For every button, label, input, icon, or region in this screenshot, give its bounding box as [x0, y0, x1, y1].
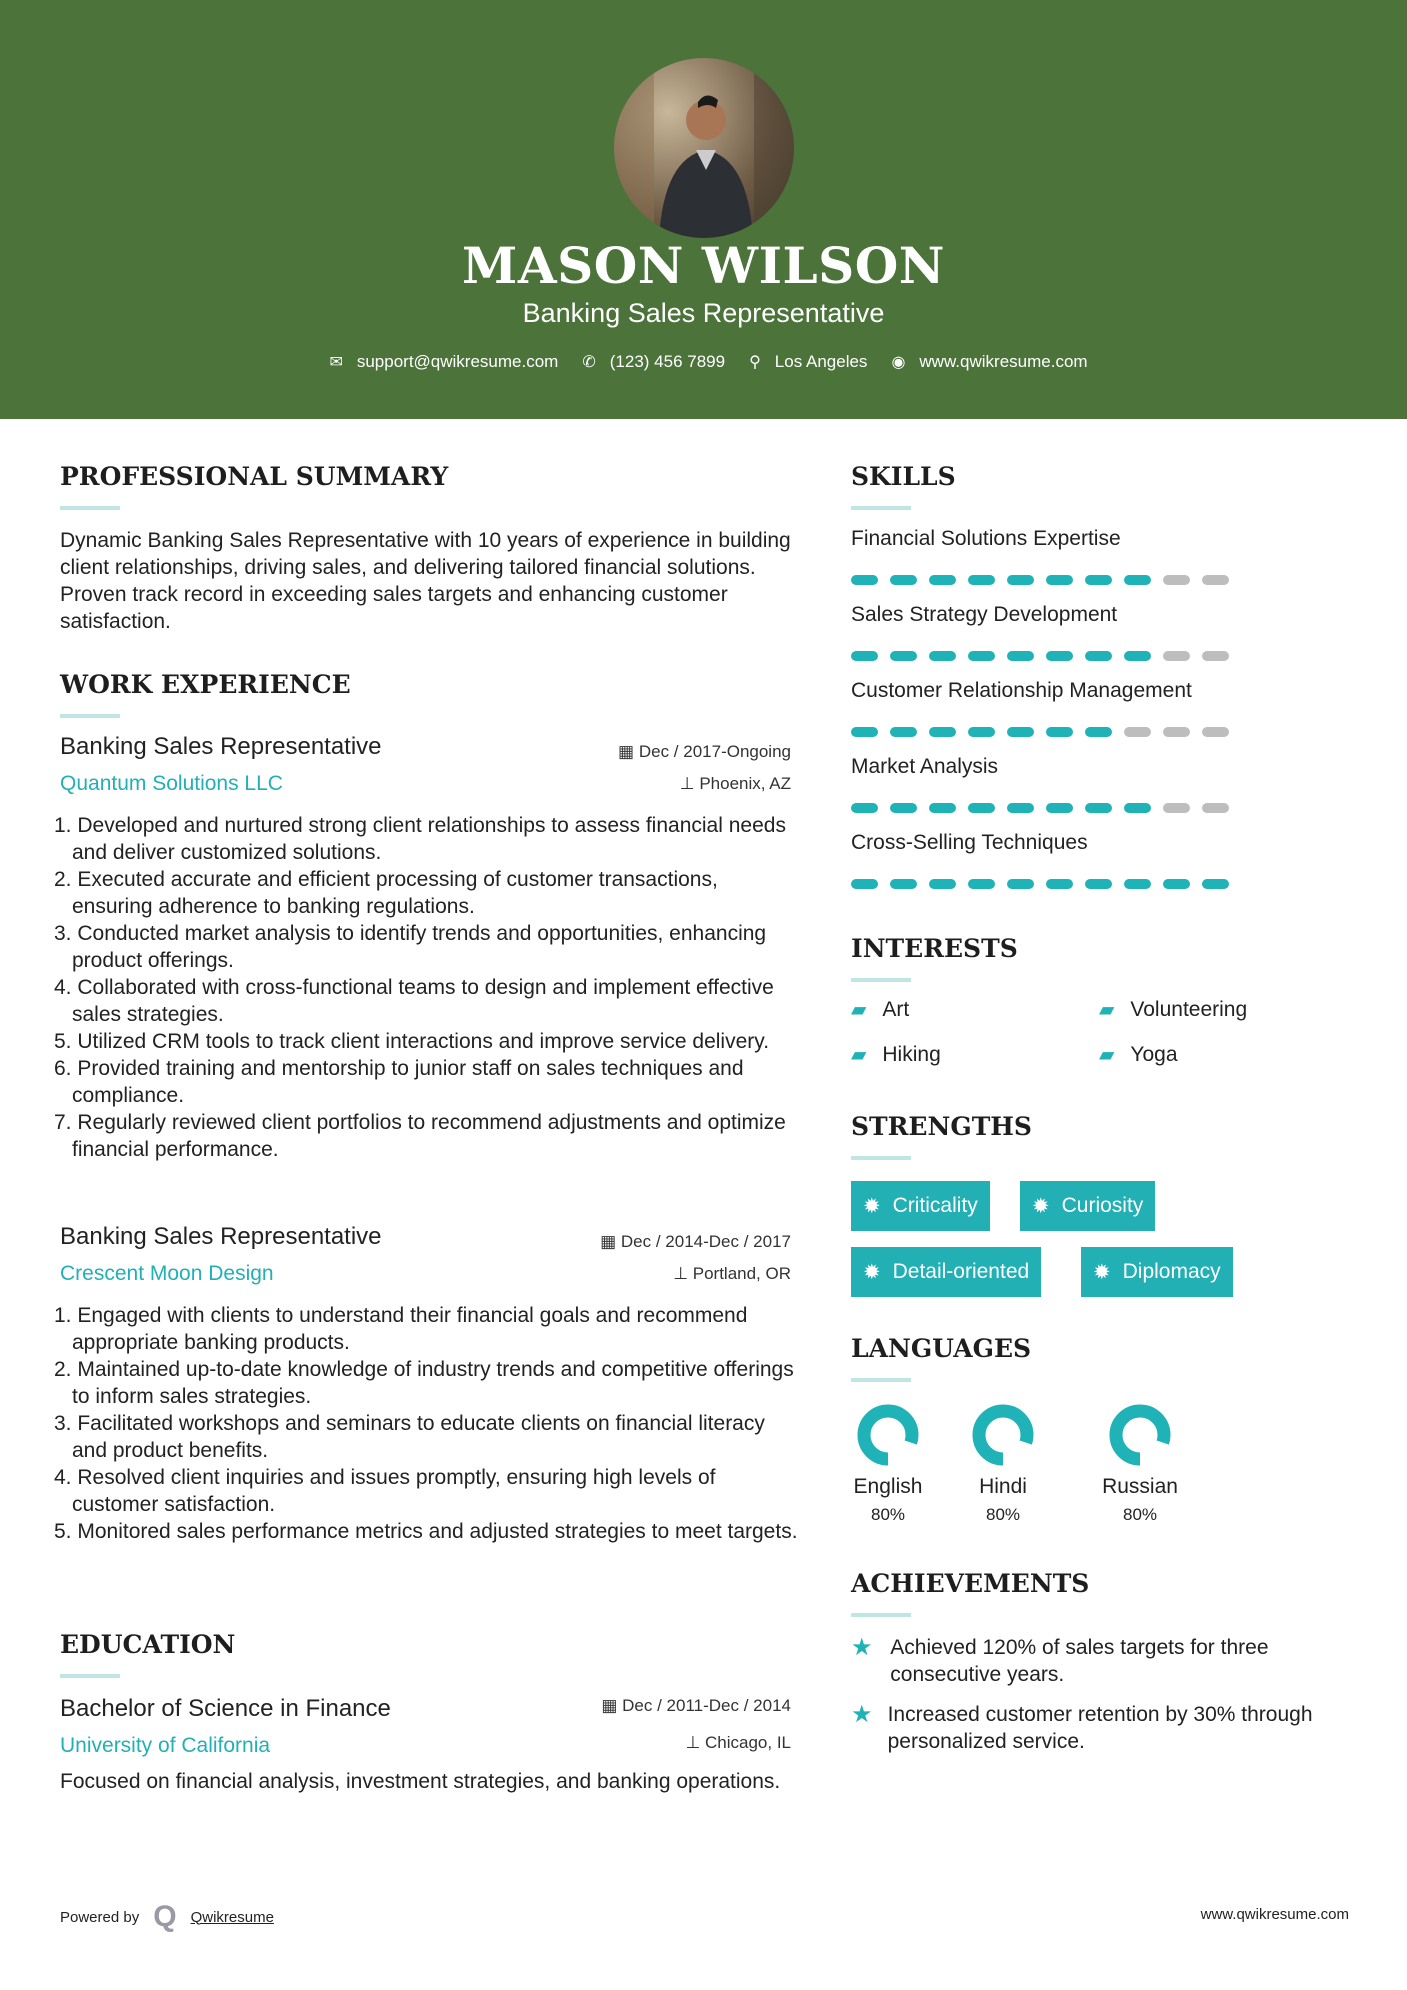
skill-level-segment [851, 651, 878, 661]
achievement-item [851, 1634, 1331, 1688]
skill-level-segment [968, 651, 995, 661]
calendar-icon: ▦ [618, 742, 639, 761]
pushpin-icon: ⊥ [685, 1733, 705, 1752]
list-item: 6. Provided training and mentorship to junior staff on sales techniques and compliance. [54, 1057, 744, 1107]
skill-level-segment [1046, 879, 1073, 889]
star-icon: ★ [851, 1701, 873, 1728]
badge-icon: ✹ [863, 1260, 881, 1284]
skill-level-segment [1046, 803, 1073, 813]
envelope-icon: ✉ [329, 354, 343, 371]
strength-label: Diplomacy [1122, 1260, 1221, 1283]
skill-level-segment [1124, 575, 1151, 585]
skill-level-segment [1085, 651, 1112, 661]
language-percent: 80% [870, 1505, 906, 1524]
email[interactable]: support@qwikresume.com [356, 352, 559, 371]
strengths-heading: STRENGTHS [851, 1112, 1032, 1141]
skill-level-segment [1046, 575, 1073, 585]
contact-bar [0, 352, 1407, 372]
book-icon: ▰ [851, 1044, 867, 1066]
skill-name: Customer Relationship Management [851, 679, 1192, 702]
skill-name: Sales Strategy Development [851, 603, 1118, 626]
job-date-text: Dec / 2017-Ongoing [638, 742, 791, 761]
skill-level-bar [851, 575, 1229, 585]
achievements-heading: ACHIEVEMENTS [851, 1569, 1090, 1598]
skill-level-segment [1085, 803, 1112, 813]
skill-level-bar [851, 727, 1229, 737]
skill-level-segment [1163, 575, 1190, 585]
strength-chip [1081, 1247, 1233, 1297]
list-item: 3. Conducted market analysis to identify trends and opportunities, enhancing product offerings. [54, 922, 767, 972]
skill-level-segment [968, 575, 995, 585]
skill-level-bar [851, 651, 1229, 661]
job-date [618, 742, 791, 762]
interest-label: Hiking [882, 1042, 941, 1066]
qwikresume-logo-icon: Q [153, 1900, 177, 1933]
language-donut [853, 1400, 923, 1470]
strength-label: Detail-oriented [892, 1260, 1030, 1283]
skill-level-segment [1202, 803, 1229, 813]
candidate-title: Banking Sales Representative [522, 298, 885, 328]
education-description: Focused on financial analysis, investment strategies, and banking operations. [60, 1770, 781, 1793]
skill-name: Market Analysis [851, 755, 999, 778]
interest-label: Art [882, 997, 910, 1021]
skill-level-segment [1007, 727, 1034, 737]
language-name: Hindi [979, 1475, 1027, 1498]
interest-item [851, 997, 909, 1022]
skill-level-segment [929, 651, 956, 661]
language-item [1080, 1400, 1200, 1525]
summary-heading: PROFESSIONAL SUMMARY [60, 462, 449, 491]
skill-level-segment [1085, 727, 1112, 737]
education-location-text: Chicago, IL [705, 1733, 791, 1752]
skill-level-segment [890, 727, 917, 737]
languages-heading: LANGUAGES [851, 1334, 1032, 1363]
calendar-icon: ▦ [600, 1232, 621, 1251]
list-item: 2. Maintained up-to-date knowledge of industry trends and competitive offerings to inform sales strategies. [54, 1358, 794, 1408]
language-donut [968, 1400, 1038, 1470]
candidate-name: MASON WILSON [462, 236, 945, 295]
job-location-text: Portland, OR [692, 1264, 791, 1283]
achievement-text: Achieved 120% of sales targets for three consecutive years. [890, 1636, 1269, 1686]
education-heading: EDUCATION [60, 1630, 236, 1659]
phone[interactable]: (123) 456 7899 [609, 352, 726, 371]
job-location [680, 774, 791, 794]
skill-level-segment [1007, 651, 1034, 661]
skill-level-segment [1007, 803, 1034, 813]
summary-text: Dynamic Banking Sales Representative with 10 years of experience in building client relationships, driving sales, and delivering tailored financial solutions. Proven track record in exceeding sales targets and enhancing customer satisfaction. [60, 529, 791, 633]
interest-label: Yoga [1130, 1042, 1178, 1066]
language-item [943, 1400, 1063, 1525]
skill-level-bar [851, 803, 1229, 813]
skill-level-segment [890, 651, 917, 661]
skill-level-segment [1124, 879, 1151, 889]
job-duties [54, 812, 804, 1163]
degree: Bachelor of Science in Finance [60, 1695, 391, 1722]
header [0, 0, 1407, 419]
job-title: Banking Sales Representative [60, 1223, 382, 1250]
strength-label: Criticality [892, 1194, 978, 1217]
job-title: Banking Sales Representative [60, 733, 382, 760]
list-item: 1. Developed and nurtured strong client relationships to assess financial needs and deliver customized solutions. [54, 814, 786, 864]
strength-chip [851, 1247, 1041, 1297]
school: University of California [60, 1734, 271, 1757]
badge-icon: ✹ [1093, 1260, 1111, 1284]
skill-level-segment [1202, 575, 1229, 585]
skills-heading: SKILLS [851, 462, 956, 491]
skill-level-segment [890, 575, 917, 585]
job-duties [54, 1302, 804, 1545]
job-location [673, 1264, 791, 1284]
list-item: 2. Executed accurate and efficient processing of customer transactions, ensuring adherence to banking regulations. [54, 868, 718, 918]
skill-level-segment [890, 803, 917, 813]
phone-icon: ✆ [582, 354, 596, 371]
calendar-icon: ▦ [601, 1696, 623, 1715]
strength-chip [851, 1181, 990, 1231]
map-pin-icon: ⚲ [749, 354, 761, 371]
education-date-text: Dec / 2011-Dec / 2014 [622, 1696, 791, 1715]
list-item: 7. Regularly reviewed client portfolios to recommend adjustments and optimize financial performance. [54, 1111, 786, 1161]
badge-icon: ✹ [863, 1194, 881, 1218]
globe-icon: ◉ [891, 354, 906, 371]
interest-label: Volunteering [1130, 997, 1248, 1021]
strength-label: Curiosity [1061, 1194, 1144, 1217]
list-item: 4. Collaborated with cross-functional teams to design and implement effective sales strategies. [54, 976, 774, 1026]
language-percent: 80% [985, 1505, 1021, 1524]
skill-level-segment [1163, 803, 1190, 813]
strength-chip [1020, 1181, 1155, 1231]
skill-level-segment [968, 803, 995, 813]
footer-website[interactable]: www.qwikresume.com [1200, 1906, 1349, 1923]
skill-level-segment [968, 727, 995, 737]
skill-level-segment [1007, 575, 1034, 585]
job-location-text: Phoenix, AZ [699, 774, 791, 793]
pushpin-icon: ⊥ [679, 774, 700, 793]
language-donut [1105, 1400, 1175, 1470]
skill-level-segment [851, 803, 878, 813]
qwikresume-link[interactable]: Qwikresume [190, 1908, 274, 1926]
list-item: 5. Monitored sales performance metrics and adjusted strategies to meet targets. [54, 1520, 798, 1543]
skill-level-segment [929, 879, 956, 889]
language-item [828, 1400, 948, 1525]
skill-level-segment [1163, 727, 1190, 737]
skill-level-bar [851, 879, 1229, 889]
achievement-text: Increased customer retention by 30% through personalized service. [887, 1703, 1313, 1753]
skill-name: Financial Solutions Expertise [851, 527, 1121, 550]
skill-level-segment [1085, 575, 1112, 585]
pushpin-icon: ⊥ [673, 1264, 693, 1283]
work-heading: WORK EXPERIENCE [60, 670, 351, 699]
language-percent: 80% [1122, 1505, 1158, 1524]
skill-name: Cross-Selling Techniques [851, 831, 1088, 854]
skill-level-segment [929, 727, 956, 737]
job-date-text: Dec / 2014-Dec / 2017 [620, 1232, 791, 1251]
list-item: 1. Engaged with clients to understand their financial goals and recommend appropriate banking products. [54, 1304, 748, 1354]
skill-level-segment [851, 575, 878, 585]
interests-heading: INTERESTS [851, 934, 1018, 963]
skill-level-segment [1085, 879, 1112, 889]
skill-level-segment [1007, 879, 1034, 889]
skill-level-segment [1163, 651, 1190, 661]
badge-icon: ✹ [1032, 1194, 1050, 1218]
interest-item [1099, 1042, 1178, 1067]
skill-level-segment [851, 727, 878, 737]
job-company: Quantum Solutions LLC [60, 772, 283, 795]
powered-by-label: Powered by [60, 1908, 140, 1926]
list-item: 3. Facilitated workshops and seminars to educate clients on financial literacy and product benefits. [54, 1412, 765, 1462]
skill-level-segment [890, 879, 917, 889]
language-name: English [853, 1475, 923, 1498]
interest-item [851, 1042, 941, 1067]
skill-level-segment [929, 575, 956, 585]
achievement-item [851, 1701, 1331, 1755]
book-icon: ▰ [1099, 999, 1115, 1021]
skill-level-segment [1202, 651, 1229, 661]
job-company: Crescent Moon Design [60, 1262, 274, 1285]
book-icon: ▰ [851, 999, 867, 1021]
location: Los Angeles [774, 352, 868, 371]
star-icon: ★ [851, 1634, 873, 1661]
list-item: 4. Resolved client inquiries and issues promptly, ensuring high levels of customer satisfaction. [54, 1466, 716, 1516]
footer-powered [60, 1900, 274, 1934]
skill-level-segment [929, 803, 956, 813]
skill-level-segment [851, 879, 878, 889]
website[interactable]: www.qwikresume.com [919, 352, 1088, 371]
skill-level-segment [968, 879, 995, 889]
profile-photo [614, 58, 794, 238]
skill-level-segment [1124, 727, 1151, 737]
book-icon: ▰ [1099, 1044, 1115, 1066]
skill-level-segment [1124, 651, 1151, 661]
interest-item [1099, 997, 1247, 1022]
list-item: 5. Utilized CRM tools to track client interactions and improve service delivery. [54, 1030, 770, 1053]
skill-level-segment [1202, 879, 1229, 889]
education-location [685, 1733, 791, 1753]
skill-level-segment [1202, 727, 1229, 737]
education-date [601, 1696, 791, 1716]
skill-level-segment [1046, 651, 1073, 661]
job-date [600, 1232, 791, 1252]
skill-level-segment [1124, 803, 1151, 813]
skill-level-segment [1046, 727, 1073, 737]
language-name: Russian [1102, 1475, 1178, 1498]
skill-level-segment [1163, 879, 1190, 889]
